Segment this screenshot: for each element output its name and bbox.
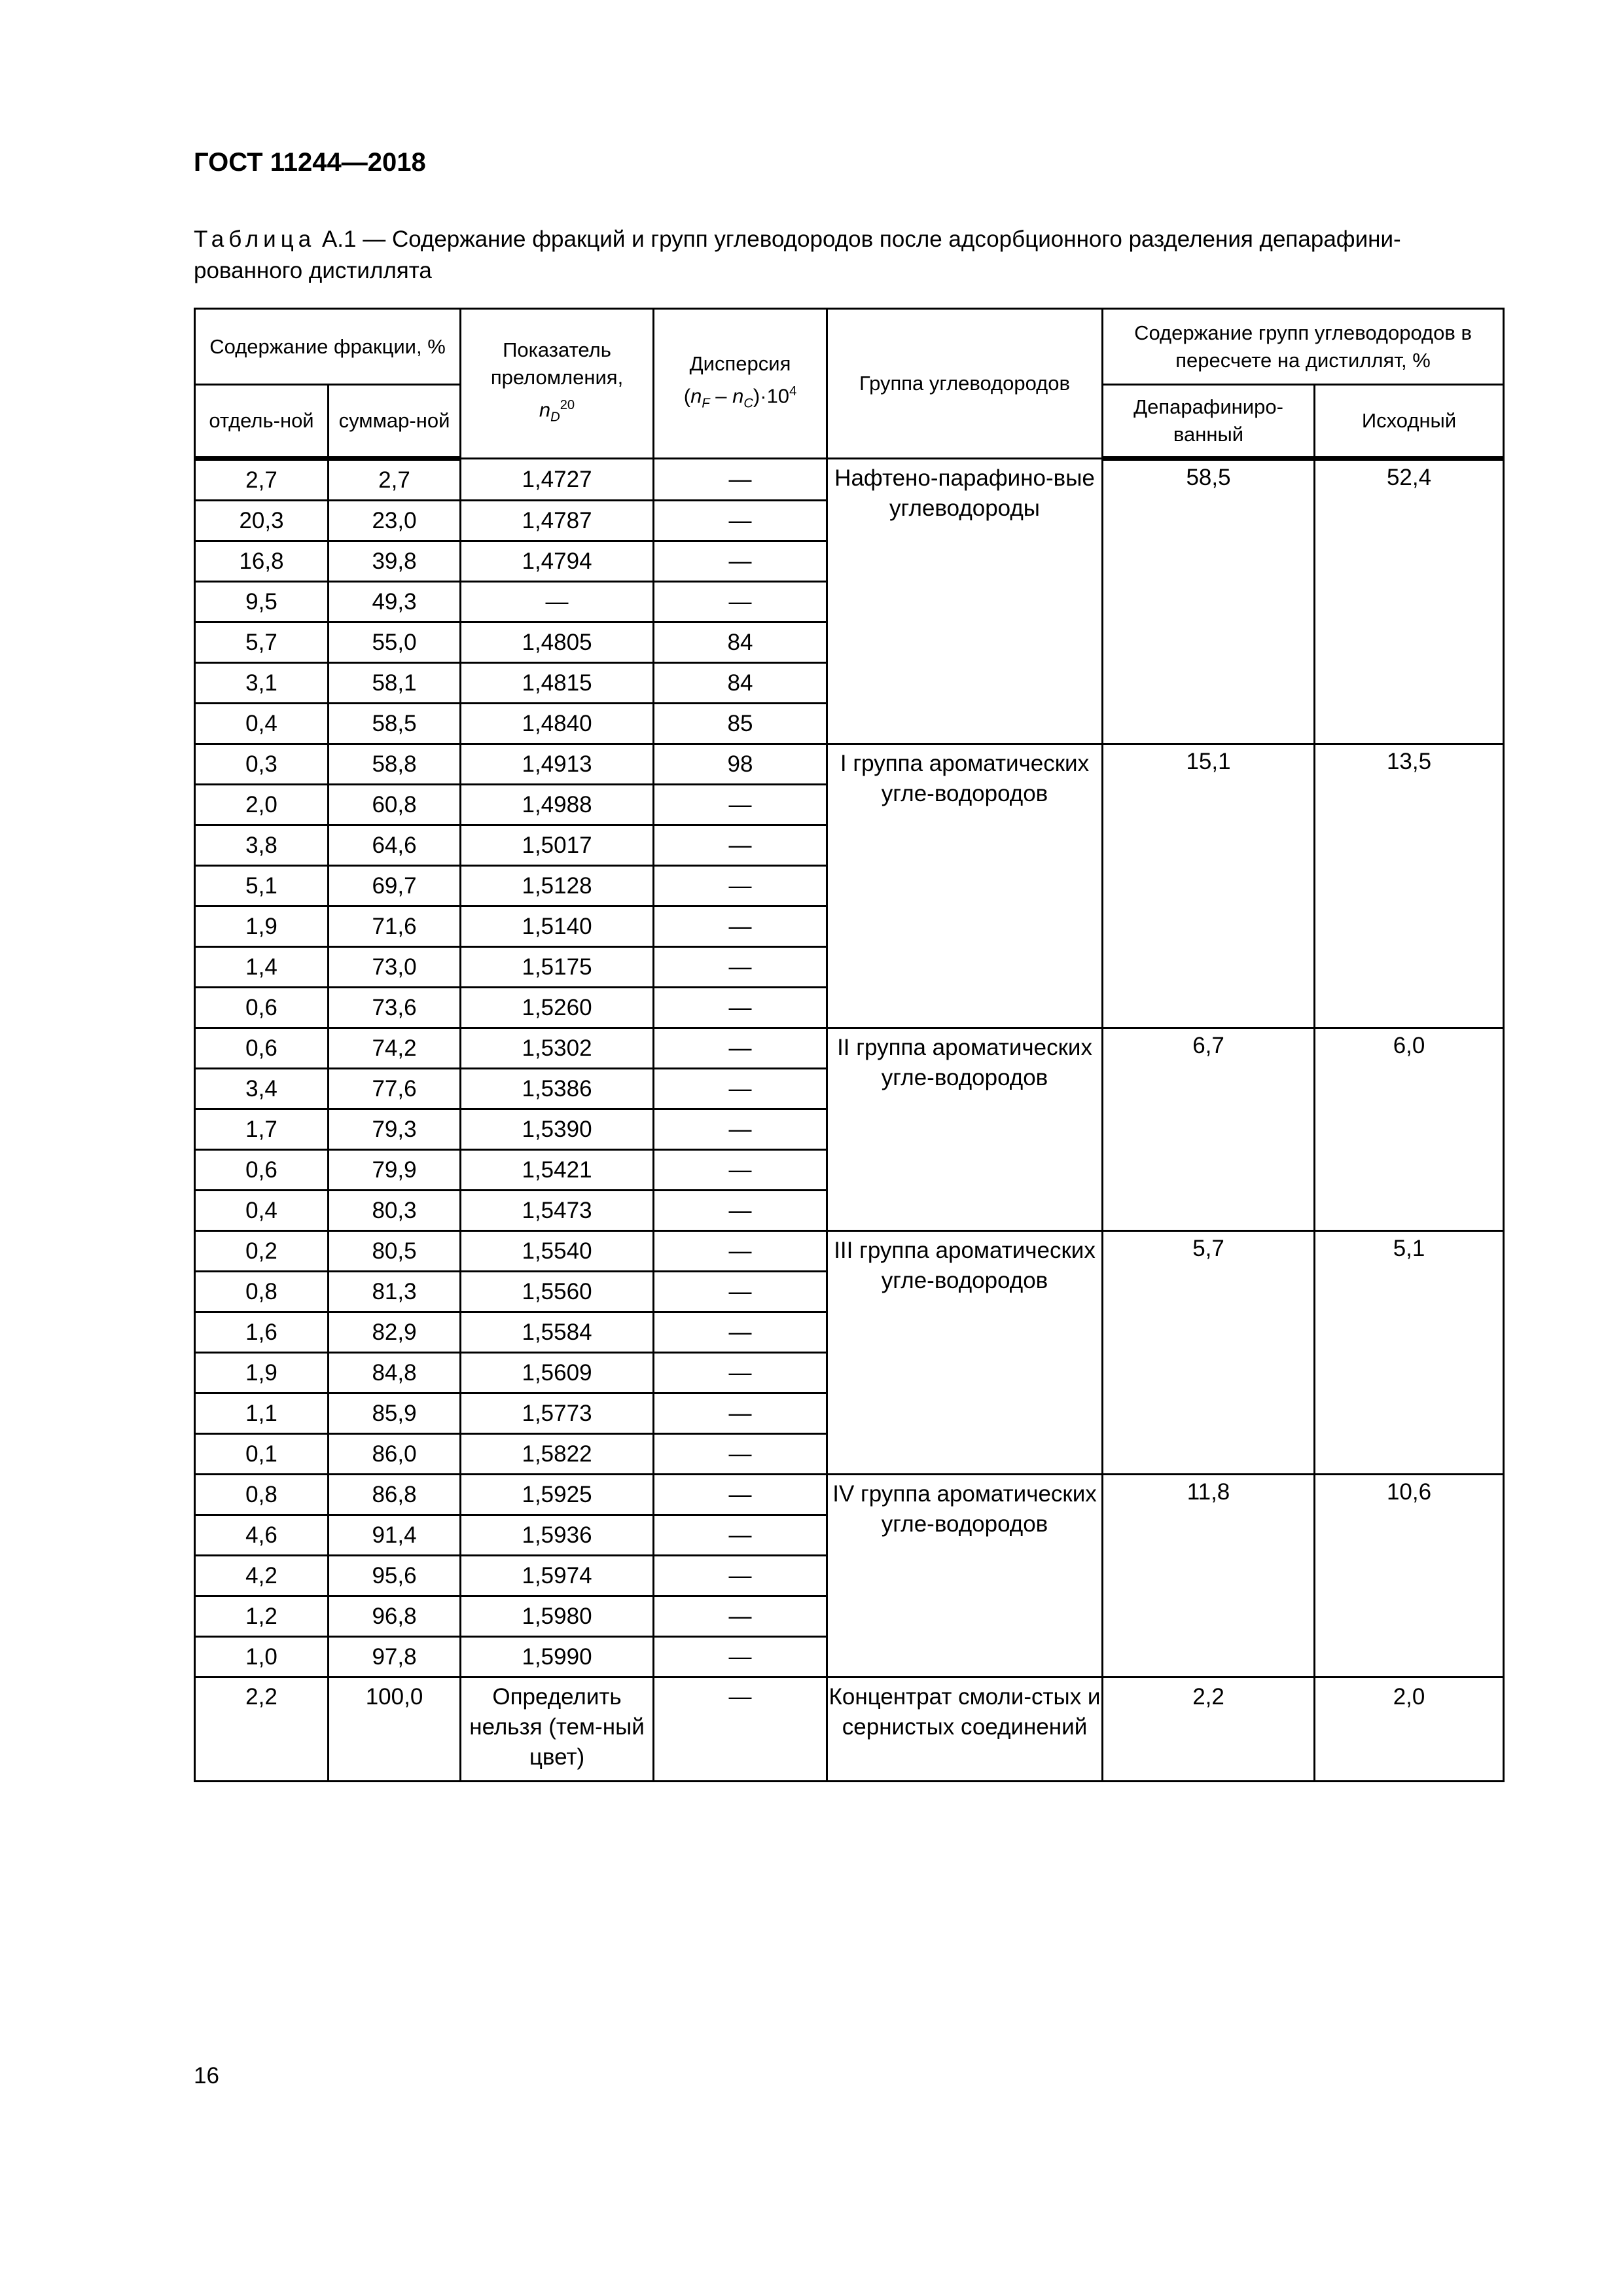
refractive-cell: 1,5560 bbox=[461, 1272, 654, 1312]
dispersion-cell: — bbox=[654, 947, 827, 988]
cumulative-cell: 86,8 bbox=[329, 1475, 461, 1515]
dispersion-cell: — bbox=[654, 825, 827, 866]
dispersion-cell: — bbox=[654, 1515, 827, 1556]
original-value-cell: 6,0 bbox=[1315, 1028, 1504, 1231]
dispersion-nf: n bbox=[690, 384, 702, 408]
individual-cell: 2,0 bbox=[195, 785, 329, 825]
original-value-cell: 5,1 bbox=[1315, 1231, 1504, 1475]
cumulative-cell: 86,0 bbox=[329, 1434, 461, 1475]
header-refractive-label: Показатель преломления, bbox=[490, 338, 624, 389]
header-group: Группа углеводородов bbox=[827, 309, 1103, 459]
dispersion-cell: — bbox=[654, 1353, 827, 1393]
cumulative-cell: 80,5 bbox=[329, 1231, 461, 1272]
individual-cell: 0,6 bbox=[195, 1028, 329, 1069]
cumulative-cell: 95,6 bbox=[329, 1556, 461, 1596]
individual-cell: 5,1 bbox=[195, 866, 329, 906]
dispersion-cell: 98 bbox=[654, 744, 827, 785]
cumulative-cell: 39,8 bbox=[329, 541, 461, 582]
cumulative-cell: 81,3 bbox=[329, 1272, 461, 1312]
dispersion-cell: — bbox=[654, 906, 827, 947]
refractive-symbol: n bbox=[539, 398, 551, 422]
dewaxed-value-cell: 58,5 bbox=[1103, 459, 1315, 744]
header-refractive-index bbox=[461, 309, 654, 459]
original-value-cell: 13,5 bbox=[1315, 744, 1504, 1028]
cumulative-cell: 91,4 bbox=[329, 1515, 461, 1556]
cumulative-cell: 69,7 bbox=[329, 866, 461, 906]
dispersion-cell: — bbox=[654, 866, 827, 906]
dispersion-cell: 84 bbox=[654, 663, 827, 704]
table-row bbox=[195, 1677, 1504, 1782]
dispersion-c: C bbox=[743, 396, 753, 411]
individual-cell: 0,6 bbox=[195, 1150, 329, 1191]
dispersion-cell: — bbox=[654, 1272, 827, 1312]
individual-cell: 4,2 bbox=[195, 1556, 329, 1596]
header-fraction-content: Содержание фракции, % bbox=[195, 309, 461, 385]
individual-cell: 0,2 bbox=[195, 1231, 329, 1272]
refractive-cell: 1,5017 bbox=[461, 825, 654, 866]
refractive-cell: 1,5773 bbox=[461, 1393, 654, 1434]
refractive-cell: 1,4988 bbox=[461, 785, 654, 825]
header-original: Исходный bbox=[1315, 385, 1504, 459]
cumulative-cell: 55,0 bbox=[329, 622, 461, 663]
refractive-cell: 1,5140 bbox=[461, 906, 654, 947]
group-name-cell: Концентрат смоли-стых и сернистых соединений bbox=[827, 1677, 1103, 1782]
original-value-cell: 10,6 bbox=[1315, 1475, 1504, 1677]
cumulative-cell: 79,9 bbox=[329, 1150, 461, 1191]
cumulative-cell: 71,6 bbox=[329, 906, 461, 947]
refractive-sup: 20 bbox=[560, 397, 575, 412]
cumulative-cell: 82,9 bbox=[329, 1312, 461, 1353]
group-name-cell: Нафтено-парафино-вые углеводороды bbox=[827, 459, 1103, 744]
dispersion-exp: 4 bbox=[789, 384, 797, 399]
dispersion-cell: — bbox=[654, 1109, 827, 1150]
cumulative-cell: 80,3 bbox=[329, 1191, 461, 1231]
cumulative-cell: 77,6 bbox=[329, 1069, 461, 1109]
dispersion-cell: — bbox=[654, 1637, 827, 1677]
cumulative-cell: 2,7 bbox=[329, 459, 461, 501]
cumulative-cell: 60,8 bbox=[329, 785, 461, 825]
individual-cell: 0,4 bbox=[195, 704, 329, 744]
refractive-cell: 1,4787 bbox=[461, 501, 654, 541]
refractive-cell: 1,5473 bbox=[461, 1191, 654, 1231]
refractive-cell: 1,4794 bbox=[461, 541, 654, 582]
header-individual: отдель-ной bbox=[195, 385, 329, 459]
refractive-cell: 1,5980 bbox=[461, 1596, 654, 1637]
refractive-cell: 1,5990 bbox=[461, 1637, 654, 1677]
dewaxed-value-cell: 5,7 bbox=[1103, 1231, 1315, 1475]
dewaxed-value-cell: 11,8 bbox=[1103, 1475, 1315, 1677]
dispersion-cell: — bbox=[654, 459, 827, 501]
refractive-cell: 1,4727 bbox=[461, 459, 654, 501]
individual-cell: 16,8 bbox=[195, 541, 329, 582]
refractive-cell: 1,5386 bbox=[461, 1069, 654, 1109]
dispersion-nc: n bbox=[732, 384, 744, 408]
refractive-cell: Определить нельзя (тем-ный цвет) bbox=[461, 1677, 654, 1782]
header-cumulative: суммар-ной bbox=[329, 385, 461, 459]
refractive-cell: 1,5302 bbox=[461, 1028, 654, 1069]
table-row bbox=[195, 1231, 1504, 1272]
cumulative-cell: 100,0 bbox=[329, 1677, 461, 1782]
individual-cell: 3,1 bbox=[195, 663, 329, 704]
individual-cell: 0,4 bbox=[195, 1191, 329, 1231]
table-caption-label: Таблица bbox=[194, 226, 316, 252]
dispersion-cell: — bbox=[654, 785, 827, 825]
refractive-cell: 1,5175 bbox=[461, 947, 654, 988]
group-name-cell: IV группа ароматических угле-водородов bbox=[827, 1475, 1103, 1677]
refractive-cell: 1,4815 bbox=[461, 663, 654, 704]
table-row bbox=[195, 744, 1504, 785]
dispersion-f: F bbox=[702, 396, 710, 411]
refractive-cell: 1,5540 bbox=[461, 1231, 654, 1272]
individual-cell: 9,5 bbox=[195, 582, 329, 622]
table-row bbox=[195, 1028, 1504, 1069]
cumulative-cell: 23,0 bbox=[329, 501, 461, 541]
dispersion-tail: )·10 bbox=[753, 384, 790, 408]
refractive-cell: 1,5421 bbox=[461, 1150, 654, 1191]
cumulative-cell: 58,5 bbox=[329, 704, 461, 744]
refractive-cell: 1,5925 bbox=[461, 1475, 654, 1515]
table-body bbox=[195, 459, 1504, 1782]
individual-cell: 1,1 bbox=[195, 1393, 329, 1434]
group-name-cell: I группа ароматических угле-водородов bbox=[827, 744, 1103, 1028]
table-caption bbox=[194, 224, 1503, 287]
group-name-cell: III группа ароматических угле-водородов bbox=[827, 1231, 1103, 1475]
dispersion-cell: — bbox=[654, 1556, 827, 1596]
dispersion-cell: 85 bbox=[654, 704, 827, 744]
cumulative-cell: 49,3 bbox=[329, 582, 461, 622]
dewaxed-value-cell: 15,1 bbox=[1103, 744, 1315, 1028]
individual-cell: 3,8 bbox=[195, 825, 329, 866]
dispersion-cell: — bbox=[654, 1393, 827, 1434]
individual-cell: 3,4 bbox=[195, 1069, 329, 1109]
dispersion-cell: — bbox=[654, 1434, 827, 1475]
header-dispersion-label: Дисперсия bbox=[689, 351, 791, 375]
cumulative-cell: 79,3 bbox=[329, 1109, 461, 1150]
dispersion-cell: — bbox=[654, 1677, 827, 1782]
individual-cell: 1,9 bbox=[195, 906, 329, 947]
individual-cell: 1,6 bbox=[195, 1312, 329, 1353]
cumulative-cell: 58,8 bbox=[329, 744, 461, 785]
table-row bbox=[195, 1475, 1504, 1515]
individual-cell: 20,3 bbox=[195, 501, 329, 541]
dispersion-cell: — bbox=[654, 501, 827, 541]
individual-cell: 1,0 bbox=[195, 1637, 329, 1677]
dispersion-cell: — bbox=[654, 988, 827, 1028]
header-dispersion bbox=[654, 309, 827, 459]
dispersion-cell: — bbox=[654, 1475, 827, 1515]
dewaxed-value-cell: 6,7 bbox=[1103, 1028, 1315, 1231]
header-dewaxed: Депарафиниро-ванный bbox=[1103, 385, 1315, 459]
cumulative-cell: 97,8 bbox=[329, 1637, 461, 1677]
dispersion-cell: — bbox=[654, 1150, 827, 1191]
original-value-cell: 52,4 bbox=[1315, 459, 1504, 744]
dispersion-cell: 84 bbox=[654, 622, 827, 663]
document-code: ГОСТ 11244—2018 bbox=[194, 148, 426, 177]
individual-cell: 2,7 bbox=[195, 459, 329, 501]
refractive-cell: 1,4913 bbox=[461, 744, 654, 785]
dispersion-cell: — bbox=[654, 1028, 827, 1069]
individual-cell: 0,1 bbox=[195, 1434, 329, 1475]
individual-cell: 1,7 bbox=[195, 1109, 329, 1150]
individual-cell: 0,6 bbox=[195, 988, 329, 1028]
refractive-cell: 1,5974 bbox=[461, 1556, 654, 1596]
refractive-cell: 1,5936 bbox=[461, 1515, 654, 1556]
fraction-table bbox=[194, 308, 1505, 1782]
individual-cell: 2,2 bbox=[195, 1677, 329, 1782]
refractive-cell: 1,5584 bbox=[461, 1312, 654, 1353]
dispersion-cell: — bbox=[654, 1231, 827, 1272]
dewaxed-value-cell: 2,2 bbox=[1103, 1677, 1315, 1782]
dispersion-cell: — bbox=[654, 1596, 827, 1637]
page-number: 16 bbox=[194, 2063, 219, 2089]
refractive-cell: 1,5260 bbox=[461, 988, 654, 1028]
dispersion-cell: — bbox=[654, 1191, 827, 1231]
individual-cell: 1,2 bbox=[195, 1596, 329, 1637]
cumulative-cell: 73,6 bbox=[329, 988, 461, 1028]
dispersion-cell: — bbox=[654, 1312, 827, 1353]
individual-cell: 4,6 bbox=[195, 1515, 329, 1556]
dispersion-cell: — bbox=[654, 582, 827, 622]
table-caption-text: А.1 — Содержание фракций и групп углеводородов после адсорбционного разделения депарафини-рованного дистиллята bbox=[194, 226, 1401, 283]
refractive-cell: 1,4805 bbox=[461, 622, 654, 663]
dispersion-minus: – bbox=[709, 384, 733, 408]
original-value-cell: 2,0 bbox=[1315, 1677, 1504, 1782]
dispersion-cell: — bbox=[654, 541, 827, 582]
table-row bbox=[195, 459, 1504, 501]
refractive-cell: 1,5390 bbox=[461, 1109, 654, 1150]
cumulative-cell: 73,0 bbox=[329, 947, 461, 988]
cumulative-cell: 64,6 bbox=[329, 825, 461, 866]
dispersion-open: ( bbox=[683, 384, 691, 408]
refractive-cell: 1,5128 bbox=[461, 866, 654, 906]
refractive-cell: 1,5822 bbox=[461, 1434, 654, 1475]
individual-cell: 1,9 bbox=[195, 1353, 329, 1393]
dispersion-cell: — bbox=[654, 1069, 827, 1109]
individual-cell: 0,3 bbox=[195, 744, 329, 785]
refractive-sub: D bbox=[550, 410, 560, 425]
cumulative-cell: 96,8 bbox=[329, 1596, 461, 1637]
header-group-content: Содержание групп углеводородов в пересчете на дистиллят, % bbox=[1103, 309, 1504, 385]
group-name-cell: II группа ароматических угле-водородов bbox=[827, 1028, 1103, 1231]
individual-cell: 5,7 bbox=[195, 622, 329, 663]
refractive-cell: 1,5609 bbox=[461, 1353, 654, 1393]
individual-cell: 0,8 bbox=[195, 1272, 329, 1312]
cumulative-cell: 74,2 bbox=[329, 1028, 461, 1069]
individual-cell: 1,4 bbox=[195, 947, 329, 988]
refractive-cell: — bbox=[461, 582, 654, 622]
refractive-cell: 1,4840 bbox=[461, 704, 654, 744]
cumulative-cell: 85,9 bbox=[329, 1393, 461, 1434]
individual-cell: 0,8 bbox=[195, 1475, 329, 1515]
cumulative-cell: 84,8 bbox=[329, 1353, 461, 1393]
cumulative-cell: 58,1 bbox=[329, 663, 461, 704]
